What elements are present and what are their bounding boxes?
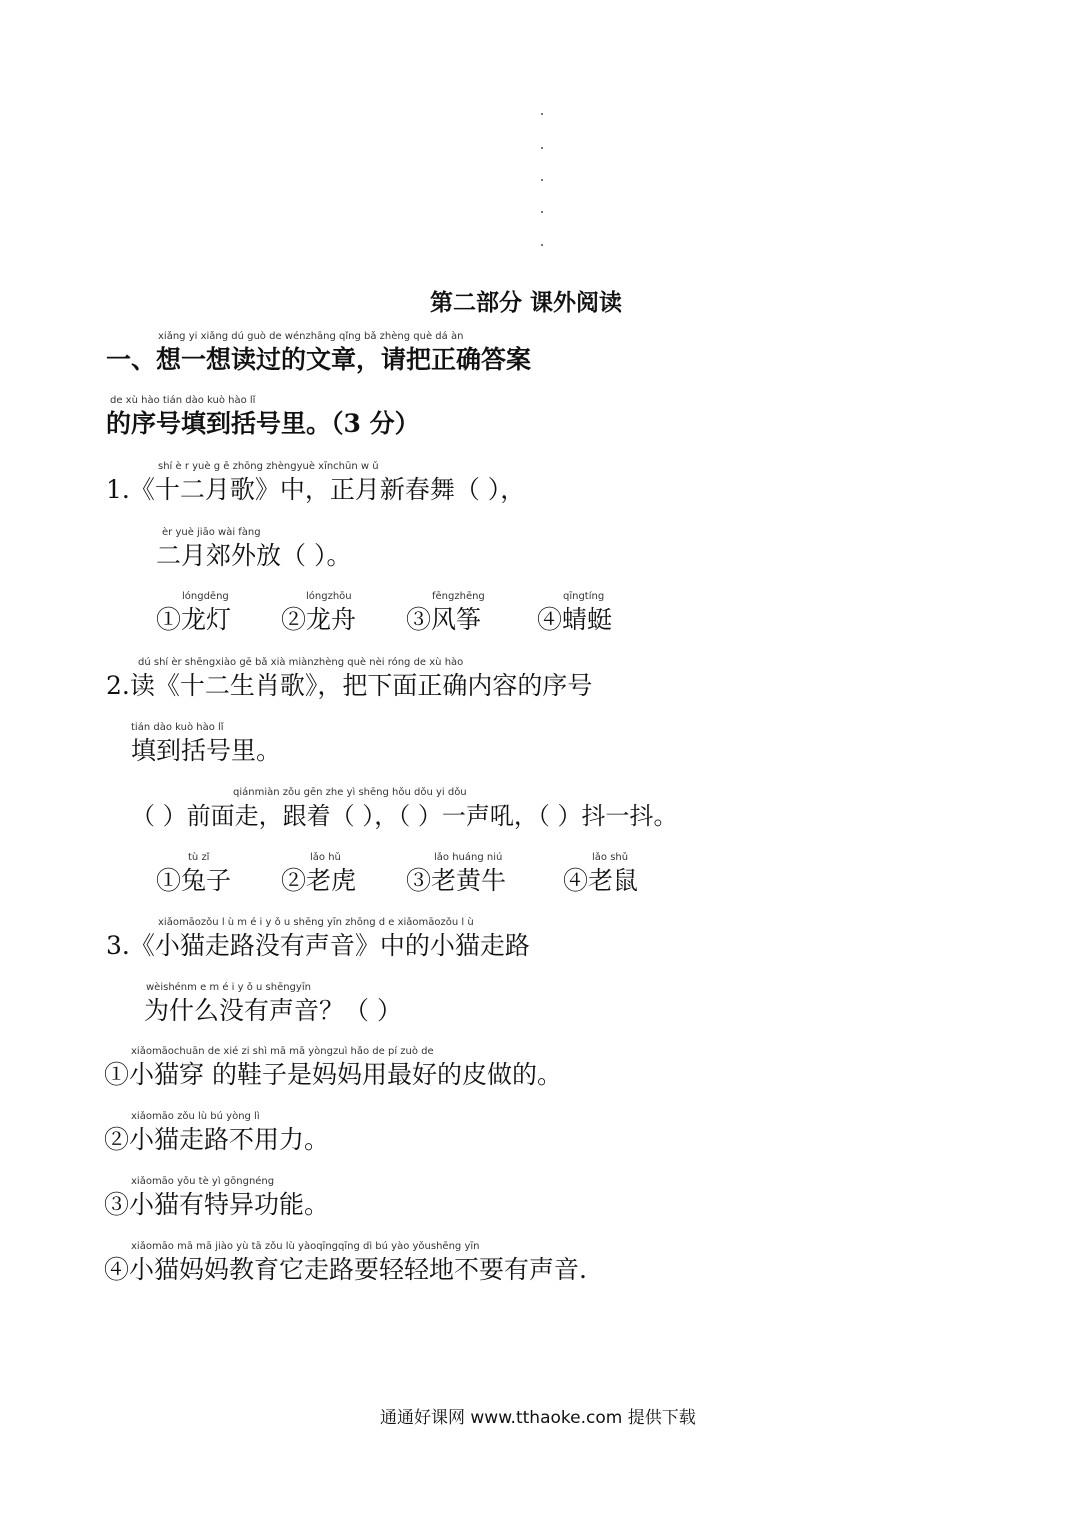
q2-pinyin-3: qiánmiàn zǒu gēn zhe yì shēng hǒu dǒu yi dǒu bbox=[233, 787, 467, 798]
decorative-dot bbox=[541, 244, 543, 246]
q2-pinyin-1: dú shí èr shēngxiào gē bǎ xià miànzhèng què nèi róng de xù hào bbox=[138, 657, 464, 668]
q2-option-1-pinyin: tù zǐ bbox=[188, 852, 210, 863]
q3-option-4-pinyin: xiǎomāo mā mā jiào yù tā zǒu lù yàoqīngqīng dì bú yào yǒushēng yīn bbox=[131, 1241, 480, 1252]
q2-option-3-pinyin: lǎo huáng niú bbox=[434, 852, 503, 863]
q2-option-2-pinyin: lǎo hǔ bbox=[310, 852, 341, 863]
q2-question-2: 填到括号里。 bbox=[131, 736, 282, 765]
q1-option-2-pinyin: lóngzhōu bbox=[306, 591, 352, 602]
q3-option-4: ④小猫妈妈教育它走路要轻轻地不要有声音. bbox=[104, 1255, 587, 1284]
q2-question-1: 2.读《十二生肖歌》，把下面正确内容的序号 bbox=[106, 671, 593, 700]
page-title: 第二部分 课外阅读 bbox=[430, 290, 623, 316]
q3-question-1: 3.《小猫走路没有声音》中的小猫走路 bbox=[106, 931, 530, 960]
q2-pinyin-2: tián dào kuò hào lǐ bbox=[131, 722, 224, 733]
q1-question-2: 二月郊外放（ ）。 bbox=[156, 541, 352, 570]
q1-option-3-pinyin: fēngzhēng bbox=[432, 591, 485, 602]
q2-option-2: ②老虎 bbox=[281, 866, 357, 895]
q3-option-2: ②小猫走路不用力。 bbox=[104, 1125, 330, 1154]
q3-option-1: ①小猫穿 的鞋子是妈妈用最好的皮做的。 bbox=[104, 1060, 562, 1089]
footer-credit: 通通好课网 www.tthaoke.com 提供下载 bbox=[380, 1408, 696, 1428]
q3-option-3: ③小猫有特异功能。 bbox=[104, 1190, 330, 1219]
q2-option-3: ③老黄牛 bbox=[406, 866, 507, 895]
decorative-dot bbox=[541, 147, 543, 149]
q3-option-2-pinyin: xiǎomāo zǒu lù bú yòng lì bbox=[131, 1111, 260, 1122]
q2-option-4: ④老鼠 bbox=[563, 866, 639, 895]
q1-option-2: ②龙舟 bbox=[281, 605, 357, 634]
section1-pinyin-2: de xù hào tián dào kuò hào lǐ bbox=[110, 395, 256, 406]
q3-pinyin-1: xiǎomāozǒu l ù m é i y ǒ u shēng yīn zhōng d e xiǎomāozǒu l ù bbox=[158, 917, 474, 928]
q2-option-4-pinyin: lǎo shǔ bbox=[592, 852, 629, 863]
q1-pinyin-2: èr yuè jiāo wài fàng bbox=[162, 527, 261, 538]
section1-heading-1: 一、想一想读过的文章，请把正确答案 bbox=[106, 345, 532, 374]
q1-option-1: ①龙灯 bbox=[156, 605, 232, 634]
q3-option-1-pinyin: xiǎomāochuān de xié zi shì mā mā yòngzuì hǎo de pí zuò de bbox=[131, 1046, 434, 1057]
decorative-dot bbox=[541, 113, 543, 115]
section1-pinyin-1: xiǎng yi xiǎng dú guò de wénzhāng qǐng bǎ zhèng què dá àn bbox=[158, 331, 464, 342]
q1-option-1-pinyin: lóngdēng bbox=[182, 591, 229, 602]
decorative-dot bbox=[541, 211, 543, 213]
decorative-dot bbox=[541, 179, 543, 181]
section1-heading-2: 的序号填到括号里。（3 分） bbox=[106, 409, 420, 438]
q2-question-3: （ ）前面走，跟着（ ），（ ）一声吼，（ ）抖一抖。 bbox=[131, 802, 678, 830]
q1-pinyin-1: shí è r yuè g ē zhōng zhèngyuè xīnchūn w ǔ bbox=[158, 461, 379, 472]
q3-question-2: 为什么没有声音？（ ） bbox=[144, 996, 402, 1025]
q2-option-1: ①兔子 bbox=[156, 866, 232, 895]
q3-option-3-pinyin: xiǎomāo yǒu tè yì gōngnéng bbox=[131, 1176, 275, 1187]
q1-option-4-pinyin: qīngtíng bbox=[563, 591, 605, 602]
q1-question-1: 1.《十二月歌》中，正月新春舞（ ）， bbox=[106, 475, 526, 504]
q1-option-4: ④蜻蜓 bbox=[537, 605, 613, 634]
q3-pinyin-2: wèishénm e m é i y ǒ u shēngyīn bbox=[146, 982, 311, 993]
q1-option-3: ③风筝 bbox=[406, 605, 482, 634]
